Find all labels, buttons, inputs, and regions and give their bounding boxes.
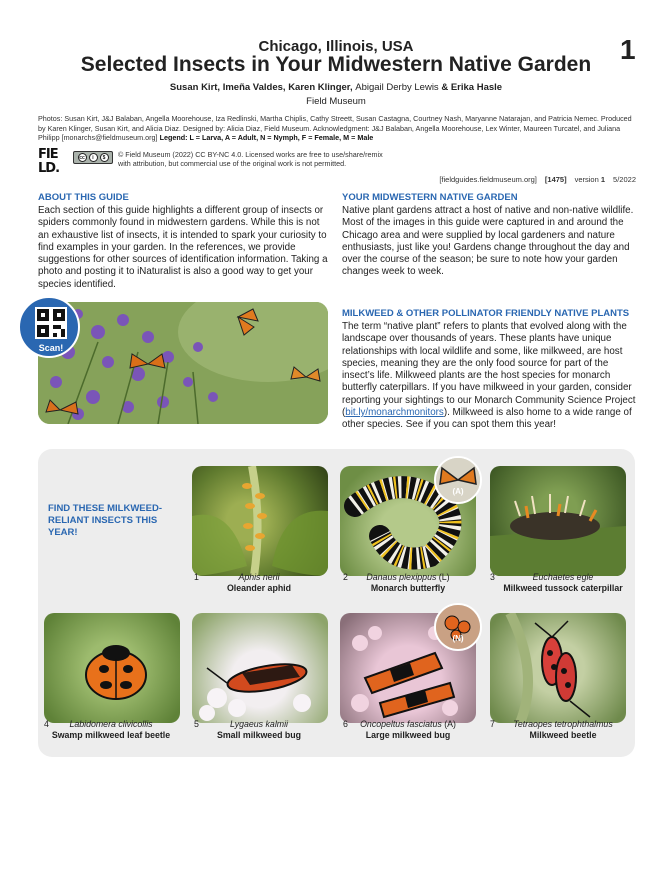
version: version 1 — [574, 175, 606, 184]
milkweed-heading: MILKWEED & OTHER POLLINATOR FRIENDLY NATIVE PLANTS — [342, 308, 630, 319]
cc-license-badge — [73, 151, 113, 164]
credits-text: Photos: Susan Kirt, J&J Balaban, Angella Moorehouse, Iza Redlinski, Martha Chiplis, Cathy Streett, Susan Castagna, Courtney Nash, Maryanne Natarajan, and Patricia Nemec. Produced by Karen Klinger, Susan Kirt, and Alicia Diaz. Designed by: Alicia Diaz, Field Museum. Acknowledgment: J&J Balaban, Angella Moorehouse, Lex Winter, Maureen Turcatel, and Juliana Philipp [monarchs@fieldmuseum.org] — [38, 114, 632, 143]
site-link[interactable]: [fieldguides.fieldmuseum.org] — [439, 175, 537, 184]
find-these-heading: FIND THESE MILKWEED-RELIANT INSECTS THIS YEAR! — [48, 503, 162, 538]
page-title: Selected Insects in Your Midwestern Native Garden — [80, 53, 592, 76]
page-number: 1 — [620, 34, 636, 65]
license-line-2: with attribution, but commercial use of the original work is not permitted. — [118, 159, 347, 168]
by-icon: i — [89, 153, 98, 162]
license-text — [118, 150, 438, 168]
insect-caption-7: 7 Tetraopes tetrophthalmus Milkweed beetle — [490, 719, 613, 740]
large-milkweed-bugs — [365, 653, 454, 717]
milkweed-beetles — [535, 621, 590, 717]
about-body: Each section of this guide highlights a different group of insects or spiders commonly found in midwestern gardens. While this is not an exhaustive list of insects, it is intended to spark your curiosity to find examples in your garden. In the references, we provide suggestions for other sources of identification information. Taking a photo and posting it to iNaturalist is also a good way to get your species identified. — [38, 205, 328, 290]
institution: Field Museum — [306, 96, 366, 107]
inset-label: (A) — [452, 487, 464, 496]
qr-scan-label: Scan! — [38, 343, 64, 353]
guide-date: 5/2022 — [613, 175, 636, 184]
monarch-caterpillar — [355, 487, 450, 558]
inset-label: (N) — [452, 634, 464, 643]
hero-illustration — [38, 302, 328, 424]
guide-id: [1475] — [544, 175, 567, 184]
guide-meta — [396, 175, 636, 184]
insect-photo-7 — [490, 613, 626, 723]
legend-text: Legend: L = Larva, A = Adult, N = Nymph, F = Female, M = Male — [159, 133, 374, 143]
insect-caption-2: 2 Danaus plexippus (L) Monarch butterfly — [343, 572, 450, 593]
insect-inset-6-nymph — [434, 603, 482, 651]
milkweed-body: The term “native plant” refers to plants that evolved along with the landscape over thousands of years. These plants have unique relationships with local wildlife and some, like milkweed, are host species, meaning they are the only food source for part of the insect’s life. Milkweed plants are the host species for monarch butterfly caterpillars. If you have milkweed in your garden, consider reporting your sightings to our Monarch Community Science Project (bit.ly/monarchmonitors). Milkweed is also home to a wide range of other species. See if you can spot them this year! — [342, 321, 636, 431]
garden-body: Native plant gardens attract a host of native and non-native wildlife. Most of the images in this guide were captured in and around the Chicago area and were supplied by local gardeners and nature enthusiasts, just like you! Gardens change throughout the day and over the course of the season; be sure to note how your garden changes week to week. — [342, 205, 634, 278]
insect-inset-2-adult — [434, 456, 482, 504]
about-heading: ABOUT THIS GUIDE — [38, 192, 129, 203]
location-subtitle: Chicago, Illinois, USA — [258, 38, 414, 55]
license-line-1: © Field Museum (2022) CC BY-NC 4.0. Licensed works are free to use/share/remix — [118, 150, 383, 159]
insect-caption-5: 5 Lygaeus kalmii Small milkweed bug — [194, 719, 302, 740]
insect-photo-4 — [44, 613, 180, 723]
monarch-monitors-link[interactable]: bit.ly/monarchmonitors — [345, 407, 444, 419]
leaf-beetle — [86, 645, 146, 699]
nc-icon: $ — [100, 153, 109, 162]
author-abigail: Abigail Derby Lewis — [355, 82, 439, 93]
photo-credits — [38, 114, 638, 143]
tussock-caterpillar — [510, 494, 600, 540]
insect-caption-1: 1 Aphis nerii Oleander aphid — [194, 572, 292, 593]
authors-main: Susan Kirt, Imeña Valdes, Karen Klinger, — [169, 82, 353, 93]
insect-caption-4: 4 Labidomera clivicollis Swamp milkweed leaf beetle — [44, 719, 171, 740]
insect-photo-1 — [192, 466, 328, 576]
cc-icon: cc — [79, 155, 85, 161]
insect-photo-3 — [490, 466, 626, 576]
field-museum-logo: FIE LD. — [38, 147, 60, 176]
garden-heading: YOUR MIDWESTERN NATIVE GARDEN — [342, 192, 518, 203]
qr-code-badge[interactable] — [18, 296, 80, 358]
authors — [0, 82, 672, 93]
insect-caption-3: 3 Euchaetes egle Milkweed tussock caterpillar — [490, 572, 623, 593]
hero-photo-monarchs-on-flowers — [38, 302, 328, 424]
insect-caption-6: 6 Oncopeltus fasciatus (A) Large milkweed bug — [343, 719, 456, 740]
insect-photo-5 — [192, 613, 328, 723]
authors-end: & Erika Hasle — [441, 82, 503, 93]
qr-code-icon[interactable] — [35, 307, 67, 339]
